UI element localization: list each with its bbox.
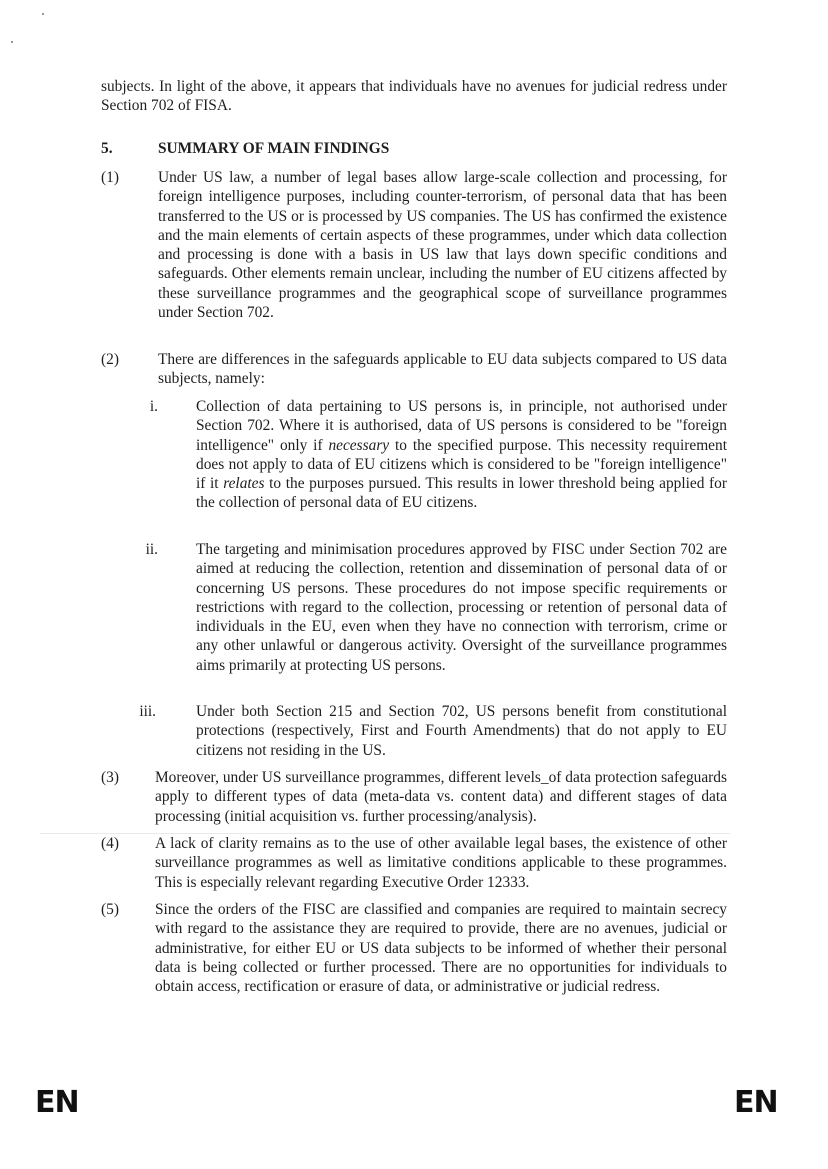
paragraph-number-5: (5) — [101, 901, 119, 918]
item-number-i: i. — [149, 398, 158, 415]
item-ii: The targeting and minimisation procedures approved by FISC under Section 702 are aimed at reducing the collection, retention and dissemination of personal data of or concerning US persons. These procedures do not impose specific requirements or restrictions with regard to the collection, processing or retention of personal data of individuals in the EU, even when they have no connection with terrorism, crime or any other unlawful or dangerous activity. Oversight of the surveillance programmes aims primarily at protecting US persons. — [196, 541, 727, 674]
intro-paragraph: subjects. In light of the above, it appears that individuals have no avenues for judicial redress under Section 702 of FISA. — [101, 78, 727, 115]
item-i-text-1: Collection of data pertaining to US persons is, in principle, not authorised under Section 702. Where it is authorised, data of US persons is considered to be "foreign intelligence" only if — [196, 398, 727, 454]
paragraph-3: Moreover, under US surveillance programmes, different levels_of data protection safeguards apply to different types of data (meta-data vs. content data) and different stages of data processing (initial acquisition vs. further processing/analysis). — [155, 769, 727, 825]
language-code-right: EN — [734, 1085, 778, 1120]
paragraph-number-3: (3) — [101, 769, 119, 786]
paragraph-number-2: (2) — [101, 351, 119, 368]
language-code-left: EN — [35, 1085, 79, 1120]
paragraph-4: A lack of clarity remains as to the use of other available legal bases, the existence of other surveillance programmes as well as limitative conditions applicable to these programmes. This is especially relevant regarding Executive Order 12333. — [155, 835, 727, 891]
item-number-ii: ii. — [145, 541, 158, 558]
section-title: SUMMARY OF MAIN FINDINGS — [158, 140, 390, 157]
paragraph-1: Under US law, a number of legal bases allow large-scale collection and processing, for foreign intelligence purposes, including counter-terrorism, of personal data that has been transferred to the US or is processed by US companies. The US has confirmed the existence and the main elements of certain aspects of these programmes, under which data collection and processing is done with a basis in US law that lays down specific conditions and safeguards. Other elements remain unclear, including the number of EU citizens affected by these surveillance programmes and the geographical scope of surveillance programmes under Section 702. — [158, 169, 727, 322]
emphasis-necessary: necessary — [328, 436, 390, 454]
item-i-text-2: to the specified purpose. This necessity requirement does not apply to data of EU citizens which is considered to be "foreign intelligence" if it — [196, 436, 727, 493]
paragraph-5: Since the orders of the FISC are classified and companies are required to maintain secrecy with regard to the assistance they are required to provide, there are no avenues, judicial or administrative, for either EU or US data subjects to be informed of whether their personal data is being collected or further processed. There are no opportunities for individuals to obtain access, rectification or erasure of data, or administrative or judicial redress. — [155, 901, 727, 996]
paragraph-number-1: (1) — [101, 169, 119, 186]
emphasis-relates: relates — [223, 475, 265, 493]
paragraph-number-4: (4) — [101, 835, 119, 852]
section-number: 5. — [101, 140, 113, 157]
item-number-iii: iii. — [139, 703, 156, 720]
item-i-text-3: to the purposes pursued. This results in lower threshold being applied for the collection of personal data of EU citizens. — [196, 475, 727, 512]
paragraph-2: There are differences in the safeguards applicable to EU data subjects compared to US data subjects, namely: — [158, 351, 727, 388]
item-i — [196, 397, 727, 513]
scan-speck — [42, 13, 44, 15]
scan-speck — [11, 41, 13, 43]
item-iii: Under both Section 215 and Section 702, US persons benefit from constitutional protections (respectively, First and Fourth Amendments) that do not apply to EU citizens not residing in the US. — [196, 703, 727, 759]
